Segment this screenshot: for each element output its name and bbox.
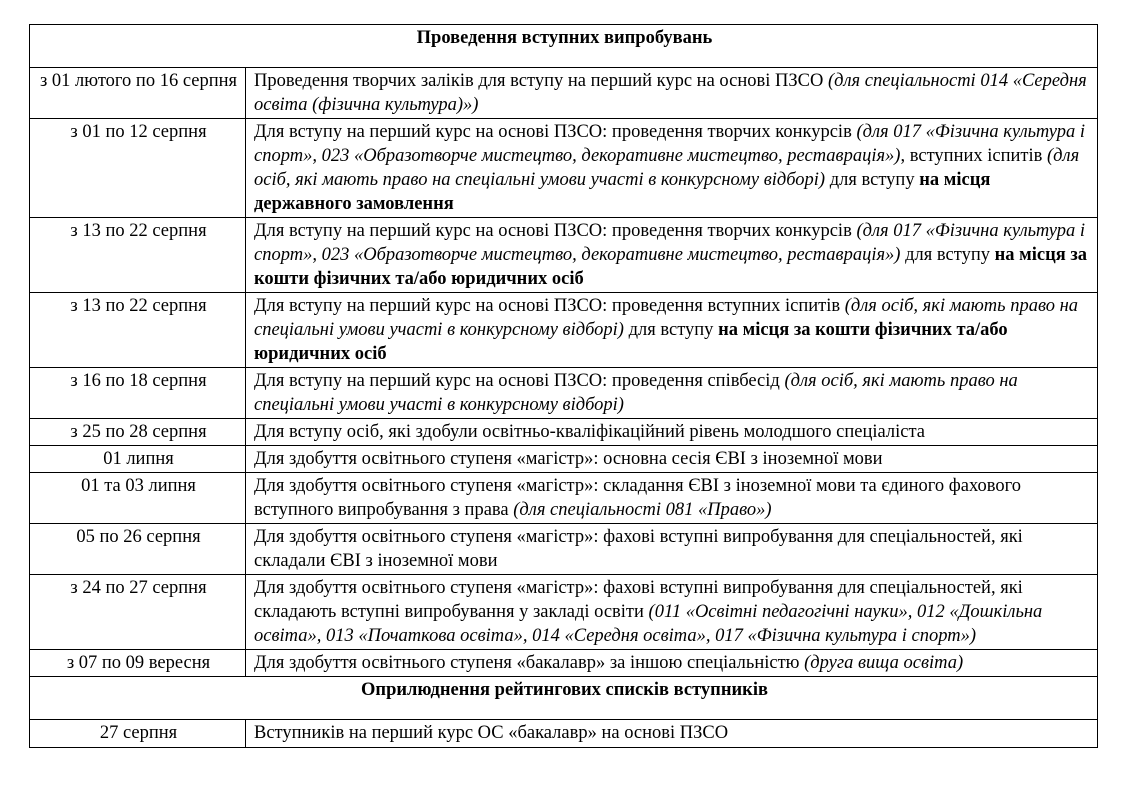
text-segment: Для здобуття освітнього ступеня «магістр»: складання ЄВІ з іноземної мови та єдиного фахового вступного випробування з права <box>254 476 1022 520</box>
date-cell: з 01 по 12 серпня <box>30 119 246 218</box>
table-row <box>30 68 1098 119</box>
text-segment: Для вступу на перший курс на основі ПЗСО: проведення вступних іспитів <box>254 296 845 316</box>
italic-text: (для осіб, які мають право на спеціальні умови участі в конкурсному відборі) <box>254 296 1079 340</box>
text-segment: Для вступу на перший курс на основі ПЗСО: проведення співбесід <box>254 371 785 391</box>
italic-text: (для спеціальності 081 «Право») <box>513 500 772 520</box>
section-title: Оприлюднення рейтингових списків вступників <box>30 677 1098 720</box>
italic-text: (для 017 «Фізична культура і спорт», 023 «Образотворче мистецтво, декоративне мистецтво, реставрація») <box>254 221 1085 265</box>
section-title: Проведення вступних випробувань <box>30 25 1098 68</box>
italic-text: (для осіб, які мають право на спеціальні умови участі в конкурсному відборі) <box>254 146 1080 190</box>
description-cell <box>246 650 1098 677</box>
text-segment: Для вступу на перший курс на основі ПЗСО: проведення творчих конкурсів <box>254 122 857 142</box>
table-row <box>30 218 1098 293</box>
italic-text: (друга вища освіта) <box>804 653 964 673</box>
table-row <box>30 473 1098 524</box>
date-cell: з 01 лютого по 16 серпня <box>30 68 246 119</box>
description-cell <box>246 524 1098 575</box>
section-header-row <box>30 25 1098 68</box>
description-cell <box>246 368 1098 419</box>
italic-text: (для осіб, які мають право на спеціальні умови участі в конкурсному відборі) <box>254 371 1018 415</box>
text-segment: Проведення творчих заліків для вступу на перший курс на основі ПЗСО <box>254 71 828 91</box>
date-cell: 01 та 03 липня <box>30 473 246 524</box>
table-row <box>30 446 1098 473</box>
date-cell: з 16 по 18 серпня <box>30 368 246 419</box>
text-segment: Для здобуття освітнього ступеня «магістр»: фахові вступні випробування для спеціальностей, які складають вступні випробування у закладі освіти <box>254 578 1023 622</box>
bold-text: на місця за кошти фізичних та/або юридичних осіб <box>254 245 1088 289</box>
table-row <box>30 650 1098 677</box>
date-cell: 27 серпня <box>30 720 246 748</box>
text-segment: , вступних іспитів <box>900 146 1047 166</box>
table-row <box>30 524 1098 575</box>
text-segment: Для вступу осіб, які здобули освітньо-кваліфікаційний рівень молодшого спеціаліста <box>254 422 925 442</box>
bold-text: на місця за кошти фізичних та/або юридичних осіб <box>254 320 1008 364</box>
admission-schedule-table <box>29 24 1098 748</box>
text-segment: для вступу <box>825 170 920 190</box>
text-segment: Для здобуття освітнього ступеня «магістр»: основна сесія ЄВІ з іноземної мови <box>254 449 883 469</box>
date-cell: з 07 по 09 вересня <box>30 650 246 677</box>
date-cell: з 25 по 28 серпня <box>30 419 246 446</box>
table-row <box>30 293 1098 368</box>
date-cell: з 13 по 22 серпня <box>30 218 246 293</box>
date-cell: з 13 по 22 серпня <box>30 293 246 368</box>
date-cell: з 24 по 27 серпня <box>30 575 246 650</box>
description-cell <box>246 446 1098 473</box>
text-segment: Для вступу на перший курс на основі ПЗСО: проведення творчих конкурсів <box>254 221 857 241</box>
text-segment: Вступників на перший курс ОС «бакалавр» на основі ПЗСО <box>254 723 729 743</box>
description-cell <box>246 218 1098 293</box>
table-row <box>30 419 1098 446</box>
description-cell <box>246 575 1098 650</box>
italic-text: (для 017 «Фізична культура і спорт», 023 «Образотворче мистецтво, декоративне мистецтво, реставрація») <box>254 122 1085 166</box>
description-cell <box>246 68 1098 119</box>
description-cell <box>246 419 1098 446</box>
table-row <box>30 368 1098 419</box>
table-row <box>30 720 1098 748</box>
bold-text: на місця державного замовлення <box>254 170 991 214</box>
italic-text: (для спеціальності 014 «Середня освіта (фізична культура)») <box>254 71 1087 115</box>
description-cell <box>246 720 1098 748</box>
date-cell: 05 по 26 серпня <box>30 524 246 575</box>
text-segment: для вступу <box>623 320 719 340</box>
table-row <box>30 119 1098 218</box>
text-segment: Для здобуття освітнього ступеня «бакалавр» за іншою спеціальністю <box>254 653 805 673</box>
schedule-body <box>30 25 1098 748</box>
description-cell <box>246 473 1098 524</box>
text-segment: для вступу <box>900 245 995 265</box>
text-segment: Для здобуття освітнього ступеня «магістр»: фахові вступні випробування для спеціальностей, які складали ЄВІ з іноземної мови <box>254 527 1023 571</box>
description-cell <box>246 119 1098 218</box>
description-cell <box>246 293 1098 368</box>
section-header-row <box>30 677 1098 720</box>
italic-text: (011 «Освітні педагогічні науки», 012 «Дошкільна освіта», 013 «Початкова освіта», 014 «Середня освіта», 017 «Фізична культура і спорт») <box>254 602 1043 646</box>
table-row <box>30 575 1098 650</box>
date-cell: 01 липня <box>30 446 246 473</box>
